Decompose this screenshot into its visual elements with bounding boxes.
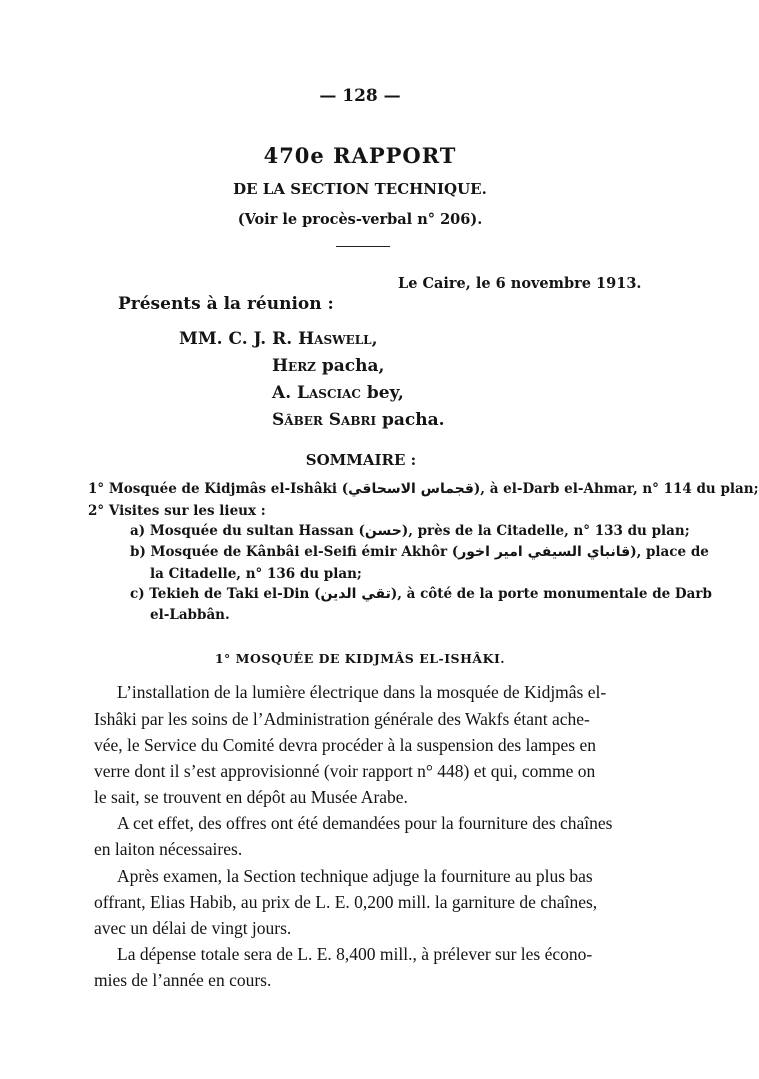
body-line: le sait, se trouvent en dépôt au Musée Arabe.: [94, 787, 408, 807]
presents-label: Présents à la réunion :: [118, 294, 334, 314]
section-title: DE LA SECTION TECHNIQUE.: [233, 180, 487, 198]
body-line: verre dont il s’est approvisionné (voir rapport n° 448) et qui, comme on: [94, 761, 596, 781]
arabic-name: حسن: [364, 523, 402, 539]
summary-item-2: 2° Visites sur les lieux :: [88, 503, 266, 519]
summary-text: a) Mosquée du sultan Hassan (: [130, 523, 365, 539]
summary-text: c) Tekieh de Taki el-Din (: [130, 586, 321, 602]
summary-text: ), à côté de la porte monumentale de Darb: [390, 586, 712, 602]
body-line: offrant, Elias Habib, au prix de L. E. 0,200 mill. la garniture de chaînes,: [94, 892, 598, 912]
body-line: Après examen, la Section technique adjuge la fourniture au plus bas: [117, 866, 593, 886]
summary-item-2a: [130, 523, 690, 539]
body-line: L’installation de la lumière électrique dans la mosquée de Kidjmâs el-: [117, 682, 607, 702]
member-suffix: pacha.: [376, 410, 445, 430]
reference-note: (Voir le procès-verbal n° 206).: [237, 211, 483, 228]
member-name: Sâber Sabri: [272, 410, 377, 430]
member-suffix: pacha,: [315, 356, 385, 376]
member-name: Haswell: [298, 329, 372, 349]
arabic-name: تقي الدين: [320, 586, 391, 602]
body-line: avec un délai de vingt jours.: [94, 918, 292, 938]
summary-item-2c-cont: el-Labbân.: [150, 607, 230, 623]
member-name: Lasciac: [297, 383, 361, 403]
subsection-title: 1° MOSQUÉE DE KIDJMÂS EL-ISHÂKI.: [214, 651, 506, 666]
summary-text: ), à el-Darb el-Ahmar, n° 114 du plan;: [473, 481, 759, 497]
member-lasciac: [272, 383, 404, 403]
body-line: A cet effet, des offres ont été demandées pour la fourniture des chaînes: [117, 813, 613, 833]
member-name: Herz: [272, 356, 316, 376]
body-line: en laiton nécessaires.: [94, 839, 243, 859]
date-line: Le Caire, le 6 novembre 1913.: [398, 275, 642, 292]
title-divider: [336, 246, 390, 247]
body-line: mies de l’année en cours.: [94, 970, 272, 990]
member-herz: [272, 356, 384, 376]
member-prefix: MM. C. J. R.: [179, 329, 299, 349]
summary-text: b) Mosquée de Kânbâi el-Seifi émir Akhôr (: [130, 544, 459, 560]
arabic-name: قجماس الاسحاقي: [348, 481, 474, 497]
body-line: Ishâki par les soins de l’Administration générale des Wakfs étant ache-: [94, 709, 590, 729]
page-number: — 128 —: [319, 86, 401, 106]
summary-item-2b: [130, 544, 709, 560]
member-suffix: ,: [371, 329, 378, 349]
summary-text: ), près de la Citadelle, n° 133 du plan;: [401, 523, 690, 539]
summary-item-2c: [130, 586, 712, 602]
arabic-name: قانباي السيفي امير اخور: [458, 544, 631, 560]
report-title: 470e RAPPORT: [263, 143, 457, 168]
summary-text: 1° Mosquée de Kidjmâs el-Ishâki (: [88, 481, 349, 497]
body-line: La dépense totale sera de L. E. 8,400 mill., à prélever sur les écono-: [117, 944, 593, 964]
sommaire-heading: [0, 451, 720, 469]
member-suffix: bey,: [361, 383, 404, 403]
summary-item-1: [88, 481, 759, 497]
member-saber-sabri: [272, 410, 445, 430]
sommaire-title: SOMMAIRE :: [305, 451, 417, 469]
member-prefix: A.: [272, 383, 298, 403]
summary-item-2b-cont: la Citadelle, n° 136 du plan;: [150, 566, 362, 582]
summary-text: ), place de: [630, 544, 709, 560]
member-haswell: [179, 329, 378, 349]
body-line: vée, le Service du Comité devra procéder à la suspension des lampes en: [94, 735, 596, 755]
